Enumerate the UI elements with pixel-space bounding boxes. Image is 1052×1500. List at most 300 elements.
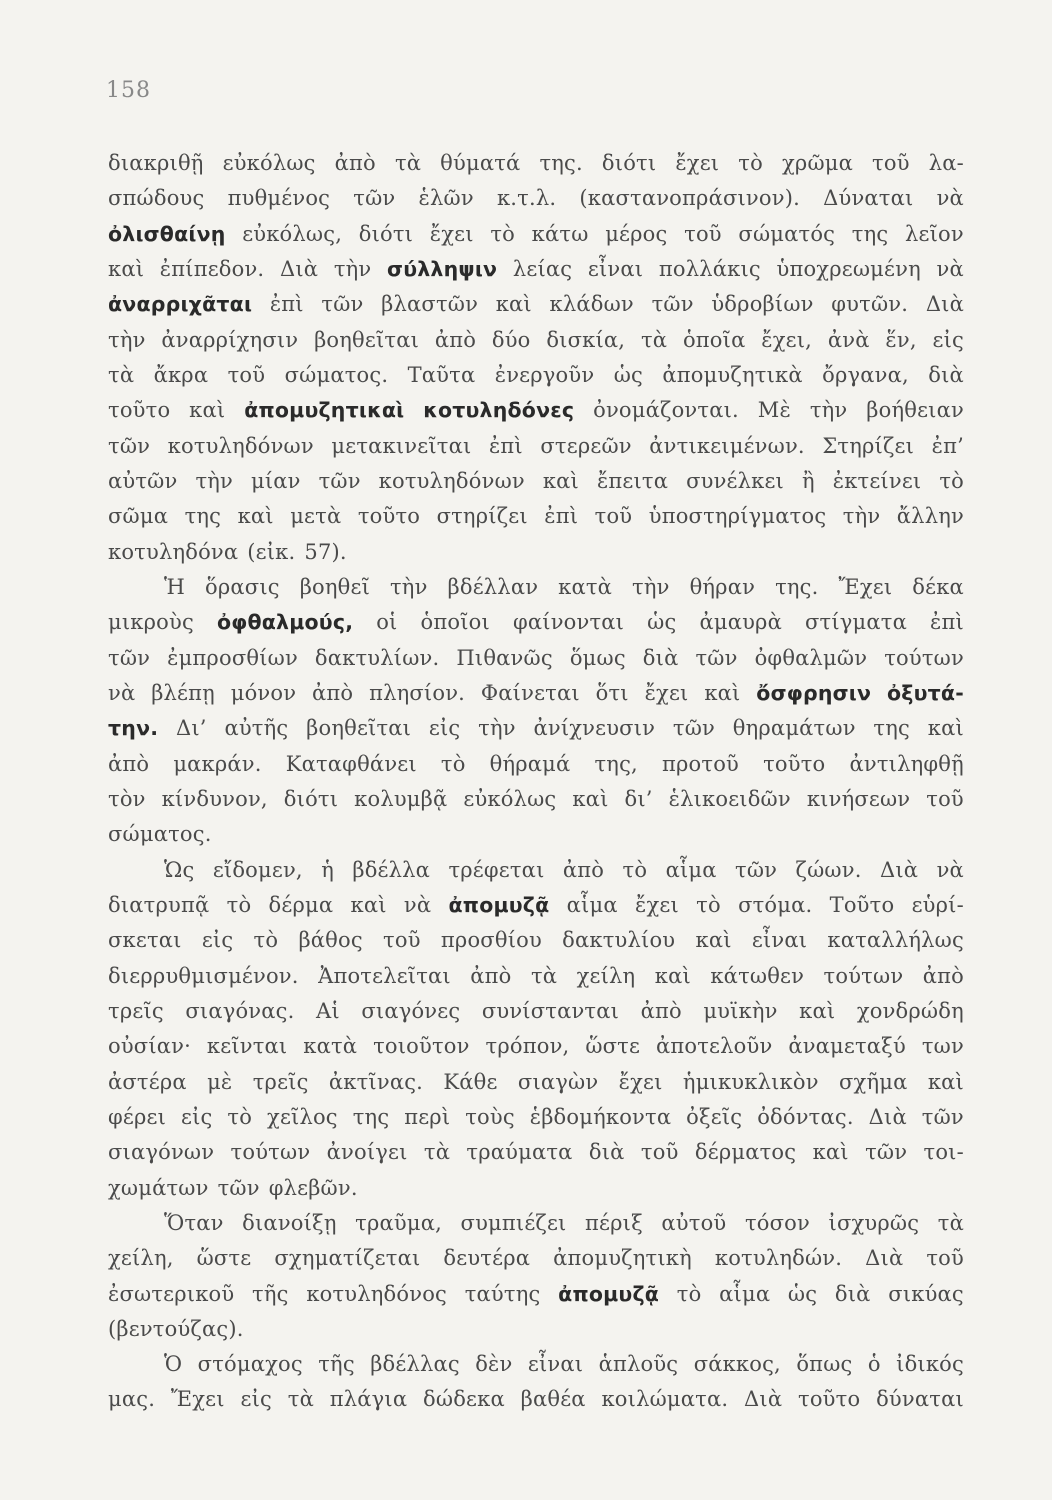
- word: σπώδους: [108, 186, 205, 211]
- word: ὅτι: [595, 680, 629, 705]
- word: ἐπίπεδον.: [159, 256, 265, 281]
- word: προτοῦ: [662, 751, 740, 776]
- word: τὸν: [108, 786, 146, 811]
- word: δευτέρα: [443, 1246, 531, 1271]
- word: ἐμπροσθίων: [167, 645, 298, 670]
- word: της: [851, 221, 889, 246]
- word: καὶ: [108, 256, 145, 281]
- word: τούτων: [884, 645, 964, 670]
- word: τὸ: [490, 221, 516, 246]
- word: 57).: [304, 539, 347, 564]
- word: Διὰ: [865, 1246, 904, 1271]
- text-line: [108, 1065, 964, 1100]
- text-line: [108, 1312, 964, 1347]
- text-line: [108, 1382, 964, 1417]
- word: Ταῦτα: [407, 362, 476, 387]
- word: τὴν: [389, 574, 428, 599]
- bold-term: ἀπομυζᾷ: [448, 892, 550, 917]
- word: συνέλκει: [686, 468, 784, 493]
- word: χείλη: [576, 963, 636, 988]
- word: ἢ: [801, 468, 815, 493]
- text-line: [108, 464, 964, 499]
- word: ἀπὸ: [470, 963, 512, 988]
- word: σιαγόνων: [108, 1140, 215, 1165]
- word: καὶ: [799, 998, 836, 1023]
- word: ἔχει: [429, 221, 474, 246]
- word: Ὡς: [164, 857, 195, 882]
- word: κίνδυνον,: [161, 786, 268, 811]
- word: βάθος: [298, 928, 363, 953]
- word: σώματος.: [108, 822, 212, 847]
- text-line: [108, 1135, 964, 1170]
- text-line: [108, 393, 964, 428]
- word: ὅρασις: [205, 574, 280, 599]
- word: τὸ: [738, 151, 763, 175]
- word: καὶ: [542, 468, 579, 493]
- bold-term: ὀξυτά-: [886, 680, 964, 705]
- word: ἀνίχνευσιν: [533, 716, 656, 741]
- bold-term: κοτυληδόνες: [423, 398, 575, 423]
- word: Φαίνεται: [480, 680, 580, 705]
- bold-term: σύλληψιν: [387, 256, 498, 281]
- word: ἔχει: [634, 892, 679, 917]
- word: τρόπον,: [485, 1034, 570, 1059]
- word: Ὁ: [164, 1352, 183, 1377]
- word: εἰς: [180, 1104, 213, 1129]
- word: ἐπὶ: [269, 292, 304, 317]
- word: σώματος.: [284, 362, 389, 387]
- word: αἷμα: [665, 857, 717, 882]
- word: ἐπὶ: [544, 504, 579, 529]
- text-line: [108, 570, 964, 605]
- word: βοηθεῖ: [299, 574, 371, 599]
- bold-term: ὄσφρησιν: [756, 680, 872, 705]
- word: δέρμα: [268, 892, 334, 917]
- text-line: [108, 676, 964, 711]
- text-line: [108, 358, 964, 393]
- word: ὥστε: [585, 1034, 641, 1059]
- body-text: [108, 146, 964, 1418]
- word: τοῦ: [640, 1140, 679, 1165]
- word: της: [873, 716, 910, 741]
- word: δέρματος: [694, 1140, 797, 1165]
- word: κοτυληδόνων: [167, 433, 314, 458]
- word: βοηθεῖται: [314, 327, 420, 352]
- page-number: 158: [106, 78, 151, 103]
- text-line: [108, 181, 964, 216]
- word: καὶ: [927, 716, 964, 741]
- word: διότι: [358, 221, 414, 246]
- text-line: [108, 217, 964, 252]
- word: σάκκος,: [693, 1352, 781, 1377]
- word: τῶν: [321, 292, 364, 317]
- word: τρεῖς: [252, 1069, 309, 1094]
- word: τραῦμα,: [355, 1210, 442, 1235]
- word: τὸ: [227, 1104, 253, 1129]
- word: Ἔχει: [838, 574, 893, 599]
- word: κ.τ.λ.: [496, 186, 557, 211]
- word: στερεῶν: [540, 433, 632, 458]
- word: λεῖον: [905, 221, 964, 246]
- text-line: [108, 782, 964, 817]
- word: εἰς: [428, 716, 461, 741]
- word: εὐκόλως: [463, 786, 557, 811]
- word: ἀνοίγει: [326, 1140, 408, 1165]
- word: στίγματα: [805, 610, 907, 635]
- word: καὶ: [654, 963, 691, 988]
- word: δακτυλίων.: [314, 645, 440, 670]
- word: τῶν: [108, 645, 151, 670]
- word: ἀντικειμένων.: [649, 433, 805, 458]
- word: μας.: [108, 1387, 156, 1412]
- word: τῶν: [865, 1140, 908, 1165]
- text-line: [108, 1347, 964, 1382]
- text-line: [108, 1171, 964, 1206]
- word: Ἀποτελεῖται: [318, 963, 451, 988]
- word: καὶ: [695, 928, 732, 953]
- word: ὥστε: [196, 1246, 252, 1271]
- word: βοήθειαν: [866, 398, 964, 423]
- word: δέκα: [912, 574, 964, 599]
- word: τὰ: [394, 151, 422, 175]
- word: ἀπὸ: [562, 857, 605, 882]
- word: οὐσίαν·: [108, 1034, 192, 1059]
- word: ἀποτελοῦν: [656, 1034, 773, 1059]
- word: ἀπομυζητικὴ: [553, 1246, 692, 1271]
- word: της,: [594, 751, 638, 776]
- text-line: [108, 923, 964, 958]
- word: κατὰ: [558, 574, 613, 599]
- word: νὰ: [108, 680, 136, 705]
- word: Αἱ: [316, 998, 340, 1023]
- word: τὸ: [440, 751, 466, 776]
- word: Μὲ: [757, 398, 791, 423]
- word: τὰ: [530, 963, 558, 988]
- word: τῆς: [318, 1352, 355, 1377]
- word: Τοῦτο: [829, 892, 895, 917]
- word: εὑρί-: [911, 892, 964, 917]
- text-line: [108, 146, 964, 181]
- word: κοτυληδών.: [714, 1246, 843, 1271]
- word: συμπιέζει: [460, 1210, 567, 1235]
- text-line: [108, 641, 964, 676]
- word: τὴν: [809, 398, 848, 423]
- word: ἀπὸ: [312, 680, 354, 705]
- word: Ἡ: [164, 574, 186, 599]
- word: αὐτοῦ: [661, 1210, 727, 1235]
- word: τῶν: [217, 1175, 260, 1200]
- bold-term: ἀπομυζητικαὶ: [244, 398, 405, 423]
- word: ὁποῖα: [682, 327, 746, 352]
- word: Δύναται: [823, 186, 914, 211]
- word: τοῦτο: [357, 504, 421, 529]
- word: ἑλικοειδῶν: [668, 786, 791, 811]
- word: τοῦ: [383, 928, 421, 953]
- word: νὰ: [936, 256, 964, 281]
- word: ἀπὸ: [922, 963, 964, 988]
- word: οἱ: [376, 610, 398, 635]
- word: διακριθῇ: [108, 151, 204, 175]
- word: ἁπλοῦς: [598, 1352, 679, 1377]
- text-line: [108, 287, 964, 322]
- word: νὰ: [403, 892, 432, 917]
- word: κινήσεων: [806, 786, 911, 811]
- word: χρῶμα: [781, 151, 854, 175]
- text-line: [108, 429, 964, 464]
- word: ὁ: [867, 1352, 881, 1377]
- word: ὡς: [787, 1281, 818, 1306]
- word: τοὺς: [465, 1104, 515, 1129]
- word: (καστανοπράσινον).: [579, 186, 800, 211]
- word: θήραν: [689, 574, 756, 599]
- word: Δι’: [176, 716, 207, 741]
- word: ἀστέρα: [108, 1069, 187, 1094]
- word: σχῆμα: [839, 1069, 908, 1094]
- word: νὰ: [936, 186, 964, 211]
- word: εἰς: [201, 928, 234, 953]
- word: τοι-: [923, 1140, 964, 1165]
- word: ὀνομάζονται.: [593, 398, 739, 423]
- word: ἔπειτα: [596, 468, 669, 493]
- word: πυθμένος: [227, 186, 331, 211]
- word: διὰ: [642, 645, 679, 670]
- word: χωμάτων: [108, 1175, 209, 1200]
- word: ἐκτείνει: [832, 468, 922, 493]
- word: Ἔχει: [170, 1387, 225, 1412]
- word: τὸ: [226, 892, 252, 917]
- word: συνίστανται: [481, 998, 620, 1023]
- word: τὸ: [676, 1281, 702, 1306]
- word: μετὰ: [290, 504, 342, 529]
- word: διότι: [601, 151, 657, 175]
- text-line: [108, 499, 964, 534]
- word: σιαγόνες: [361, 998, 461, 1023]
- word: ἀπὸ: [640, 998, 682, 1023]
- word: της.: [539, 151, 583, 175]
- word: τὰ: [937, 1210, 964, 1235]
- word: ὀδόντας.: [757, 1104, 854, 1129]
- word: ἔχει: [644, 680, 689, 705]
- word: μόνον: [230, 680, 297, 705]
- word: διὰ: [928, 362, 964, 387]
- word: ἐσωτερικοῦ: [108, 1281, 235, 1306]
- word: ὅμως: [569, 645, 626, 670]
- word: τοῦτο: [763, 751, 826, 776]
- word: ἀναμεταξύ: [788, 1034, 906, 1059]
- word: θύματά: [440, 151, 521, 175]
- word: σικύας: [888, 1281, 964, 1306]
- word: τὰ: [640, 327, 668, 352]
- word: αἷμα: [719, 1281, 771, 1306]
- word: εἰς: [240, 1387, 272, 1412]
- word: τούτων: [230, 1140, 311, 1165]
- bold-term: ἀπομυζᾷ: [558, 1281, 660, 1306]
- word: τοῦτο: [108, 398, 171, 423]
- word: τὴν: [842, 504, 881, 529]
- word: τὴν: [195, 468, 234, 493]
- word: πλησίον.: [369, 680, 466, 705]
- word: κολυμβᾷ: [354, 786, 448, 811]
- word: διὰ: [588, 1140, 625, 1165]
- word: βδέλλα: [352, 857, 431, 882]
- word: ἐπὶ: [488, 433, 523, 458]
- word: κοτυληδόνα: [108, 539, 239, 564]
- word: τῶν: [695, 645, 738, 670]
- word: ἰσχυρῶς: [828, 1210, 920, 1235]
- word: εὐκόλως,: [242, 221, 343, 246]
- word: φαίνονται: [512, 610, 625, 635]
- word: τοῦ: [926, 1246, 964, 1271]
- word: βδέλλαν: [447, 574, 539, 599]
- text-line: [108, 888, 964, 923]
- word: τοῦ: [926, 786, 964, 811]
- word: καὶ: [350, 892, 387, 917]
- word: Ὅταν: [164, 1210, 224, 1235]
- word: κατὰ: [303, 1034, 358, 1059]
- word: αἷμα: [566, 892, 618, 917]
- word: αὐτῶν: [108, 468, 178, 493]
- word: φέρει: [108, 1104, 167, 1129]
- word: μυϊκὴν: [703, 998, 778, 1023]
- word: ἔχει,: [761, 327, 813, 352]
- word: ὡς: [613, 362, 643, 387]
- word: δύο: [491, 327, 531, 352]
- word: τρεῖς: [108, 998, 164, 1023]
- word: βλέπῃ: [151, 680, 215, 705]
- word: στόμα.: [738, 892, 813, 917]
- word: ἔχει: [675, 151, 720, 175]
- word: τῶν: [672, 716, 715, 741]
- word: τραύματα: [466, 1140, 573, 1165]
- word: περὶ: [404, 1104, 451, 1129]
- word: χείλη,: [108, 1246, 174, 1271]
- text-line: [108, 711, 964, 746]
- text-line: [108, 817, 964, 852]
- word: τὴν: [478, 716, 516, 741]
- word: θηραμάτων: [732, 716, 856, 741]
- word: βοηθεῖται: [306, 716, 412, 741]
- word: μὲ: [207, 1069, 233, 1094]
- word: τῶν: [353, 186, 396, 211]
- word: δώδεκα: [423, 1387, 505, 1412]
- word: τὸ: [939, 468, 964, 493]
- word: ὑδροβίων: [711, 292, 814, 317]
- word: τὰ: [423, 1140, 451, 1165]
- word: ταύτης: [464, 1281, 541, 1306]
- text-line: [108, 1277, 964, 1312]
- text-line: [108, 747, 964, 782]
- word: τὸ: [253, 928, 279, 953]
- word: Στηρίζει: [822, 433, 915, 458]
- word: σώματός: [738, 221, 836, 246]
- word: ἰδικός: [896, 1352, 964, 1377]
- word: μακράν.: [173, 751, 262, 776]
- word: τοῦ: [227, 362, 266, 387]
- word: ἀπὸ: [434, 327, 477, 352]
- text-line: [108, 323, 964, 358]
- text-line: [108, 1100, 964, 1135]
- word: κοτυληδόνος: [306, 1281, 448, 1306]
- word: Πιθανῶς: [456, 645, 553, 670]
- word: τῶν: [108, 433, 151, 458]
- word: τῶν: [921, 1104, 964, 1129]
- word: κάτωθεν: [710, 963, 805, 988]
- word: κάτω: [531, 221, 589, 246]
- word: Διὰ: [279, 256, 319, 281]
- word: ἕν,: [885, 327, 917, 352]
- word: εἶναι: [587, 256, 644, 281]
- word: ἀπὸ: [108, 751, 150, 776]
- word: τόσον: [744, 1210, 810, 1235]
- word: ἀκτῖνας.: [328, 1069, 424, 1094]
- word: αὐτῆς: [224, 716, 289, 741]
- word: μικροὺς: [108, 610, 194, 635]
- word: καὶ: [927, 1069, 964, 1094]
- word: τὴν: [333, 256, 372, 281]
- word: νὰ: [936, 857, 964, 882]
- word: Διὰ: [879, 857, 919, 882]
- word: Διὰ: [744, 1387, 783, 1412]
- word: σχηματίζεται: [274, 1246, 421, 1271]
- word: διότι: [283, 786, 339, 811]
- word: δισκία,: [546, 327, 626, 352]
- word: τοῦ: [684, 221, 722, 246]
- text-line: [108, 853, 964, 888]
- word: διανοίξῃ: [242, 1210, 337, 1235]
- word: καὶ: [812, 1140, 849, 1165]
- word: βδέλλας: [370, 1352, 460, 1377]
- word: ἡμικυκλικὸν: [682, 1069, 819, 1094]
- word: ἑβδομήκοντα: [529, 1104, 672, 1129]
- text-line: [108, 252, 964, 287]
- word: ἑλῶν: [418, 186, 474, 211]
- word: ἀντιληφθῇ: [849, 751, 964, 776]
- word: εὐκόλως: [222, 151, 316, 175]
- word: (βεντούζας).: [108, 1316, 244, 1341]
- word: τοιοῦτον: [373, 1034, 470, 1059]
- word: πέριξ: [585, 1210, 643, 1235]
- text-line: [108, 1029, 964, 1064]
- word: τούτων: [823, 963, 904, 988]
- word: Διὰ: [868, 1104, 907, 1129]
- word: βαθέα: [520, 1387, 586, 1412]
- word: μίαν: [250, 468, 301, 493]
- word: λείας: [512, 256, 573, 281]
- word: ἄκρα: [153, 362, 209, 387]
- word: εἶναι: [527, 1352, 584, 1377]
- word: ὑποστηρίγματος: [648, 504, 827, 529]
- word: τὴν: [108, 327, 146, 352]
- word: φυτῶν.: [831, 292, 909, 317]
- word: καὶ: [495, 292, 532, 317]
- word: δακτυλίου: [562, 928, 676, 953]
- word: Καταφθάνει: [285, 751, 417, 776]
- word: τῶν: [735, 857, 778, 882]
- text-line: [108, 994, 964, 1029]
- word: (εἰκ.: [247, 539, 296, 564]
- text-line: [108, 1241, 964, 1276]
- word: τῶν: [318, 468, 361, 493]
- word: δύναται: [876, 1387, 964, 1412]
- word: ὀφθαλμῶν: [754, 645, 868, 670]
- bold-term: ὀλισθαίνῃ: [108, 221, 226, 246]
- word: στόμαχος: [197, 1352, 303, 1377]
- word: εἴδομεν,: [212, 857, 303, 882]
- word: ἐπ’: [931, 433, 964, 458]
- text-line: [108, 1206, 964, 1241]
- word: Κάθε: [443, 1069, 498, 1094]
- word: τὸ: [696, 892, 721, 917]
